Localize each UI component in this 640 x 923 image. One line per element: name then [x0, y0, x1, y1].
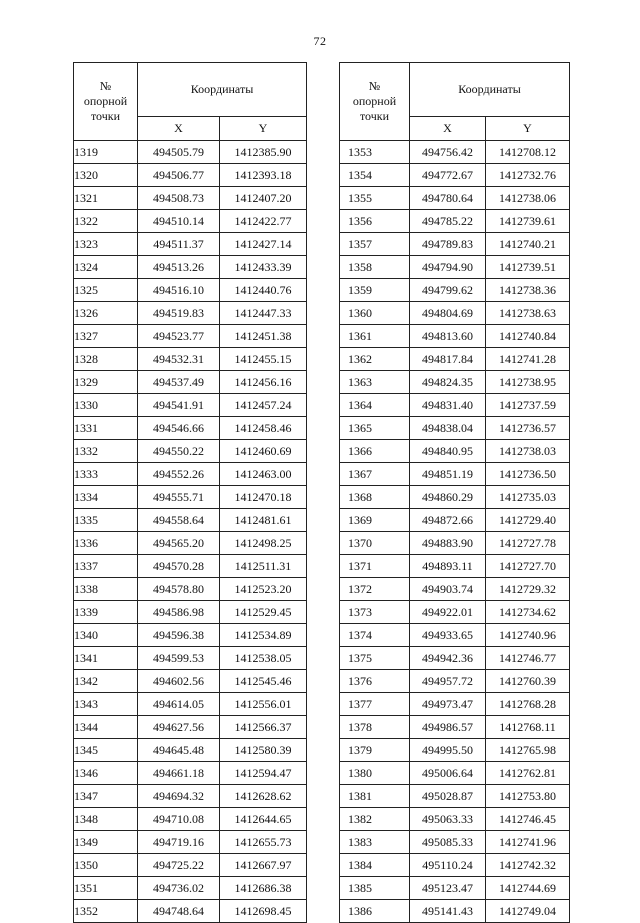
table-row [340, 256, 570, 279]
point-number-cell: 1375 [340, 647, 410, 670]
y-coordinate-cell: 1412708.12 [486, 141, 570, 164]
y-coordinate-cell: 1412746.45 [486, 808, 570, 831]
x-coordinate-cell: 494756.42 [410, 141, 486, 164]
point-number-cell: 1355 [340, 187, 410, 210]
table-row [74, 716, 307, 739]
y-coordinate-cell: 1412538.05 [220, 647, 307, 670]
point-number-cell: 1337 [74, 555, 138, 578]
y-coordinate-cell: 1412523.20 [220, 578, 307, 601]
y-coordinate-cell: 1412393.18 [220, 164, 307, 187]
point-number-header-line3: точки [359, 109, 390, 123]
y-coordinate-cell: 1412762.81 [486, 762, 570, 785]
table-row [74, 509, 307, 532]
point-number-header [74, 63, 138, 141]
y-coordinate-cell: 1412738.36 [486, 279, 570, 302]
y-coordinate-cell: 1412727.78 [486, 532, 570, 555]
x-coordinate-cell: 494851.19 [410, 463, 486, 486]
point-number-cell: 1332 [74, 440, 138, 463]
x-coordinate-cell: 494586.98 [138, 601, 220, 624]
x-coordinate-cell: 495123.47 [410, 877, 486, 900]
x-coordinate-cell: 494694.32 [138, 785, 220, 808]
point-number-header-line1: № [368, 79, 381, 93]
point-number-cell: 1350 [74, 854, 138, 877]
y-coordinate-cell: 1412737.59 [486, 394, 570, 417]
y-coordinate-cell: 1412753.80 [486, 785, 570, 808]
x-coordinate-cell: 494599.53 [138, 647, 220, 670]
x-coordinate-cell: 494570.28 [138, 555, 220, 578]
x-coordinate-cell: 494957.72 [410, 670, 486, 693]
x-coordinate-cell: 494893.11 [410, 555, 486, 578]
table-row [340, 739, 570, 762]
table-row [340, 578, 570, 601]
point-number-cell: 1379 [340, 739, 410, 762]
point-number-cell: 1371 [340, 555, 410, 578]
point-number-header-line2: опорной [352, 94, 397, 108]
point-number-cell: 1378 [340, 716, 410, 739]
table-row [340, 325, 570, 348]
x-coordinate-cell: 494506.77 [138, 164, 220, 187]
y-coordinate-cell: 1412742.32 [486, 854, 570, 877]
point-number-cell: 1372 [340, 578, 410, 601]
table-row [340, 417, 570, 440]
table-row [74, 739, 307, 762]
x-coordinate-cell: 494555.71 [138, 486, 220, 509]
table-row [74, 647, 307, 670]
table-row [340, 601, 570, 624]
x-coordinate-cell: 495141.43 [410, 900, 486, 923]
table-row [340, 141, 570, 164]
x-coordinate-cell: 494558.64 [138, 509, 220, 532]
point-number-cell: 1361 [340, 325, 410, 348]
x-coordinate-cell: 494831.40 [410, 394, 486, 417]
table-row [74, 808, 307, 831]
x-coordinate-cell: 494523.77 [138, 325, 220, 348]
x-coordinate-cell: 494546.66 [138, 417, 220, 440]
x-coordinate-cell: 494748.64 [138, 900, 220, 923]
table-row [74, 417, 307, 440]
point-number-cell: 1370 [340, 532, 410, 555]
y-coordinate-cell: 1412545.46 [220, 670, 307, 693]
point-number-cell: 1357 [340, 233, 410, 256]
right-table-body [340, 141, 570, 923]
x-coordinate-cell: 494541.91 [138, 394, 220, 417]
point-number-cell: 1327 [74, 325, 138, 348]
point-number-cell: 1325 [74, 279, 138, 302]
table-row [74, 670, 307, 693]
point-number-cell: 1339 [74, 601, 138, 624]
y-coordinate-cell: 1412385.90 [220, 141, 307, 164]
table-row [74, 854, 307, 877]
point-number-cell: 1319 [74, 141, 138, 164]
x-coordinate-cell: 494813.60 [410, 325, 486, 348]
point-number-cell: 1380 [340, 762, 410, 785]
table-row [340, 693, 570, 716]
point-number-cell: 1354 [340, 164, 410, 187]
point-number-cell: 1321 [74, 187, 138, 210]
point-number-cell: 1335 [74, 509, 138, 532]
point-number-cell: 1322 [74, 210, 138, 233]
y-coordinate-cell: 1412738.95 [486, 371, 570, 394]
table-row [340, 164, 570, 187]
left-table-body [74, 141, 307, 923]
x-coordinate-cell: 494532.31 [138, 348, 220, 371]
y-coordinate-cell: 1412456.16 [220, 371, 307, 394]
point-number-cell: 1381 [340, 785, 410, 808]
x-coordinate-cell: 494973.47 [410, 693, 486, 716]
coordinates-header: Координаты [410, 63, 570, 117]
x-coordinate-cell: 494838.04 [410, 417, 486, 440]
point-number-cell: 1341 [74, 647, 138, 670]
x-coordinate-cell: 494516.10 [138, 279, 220, 302]
point-number-cell: 1385 [340, 877, 410, 900]
x-coordinate-cell: 494508.73 [138, 187, 220, 210]
table-row [74, 578, 307, 601]
table-row [74, 831, 307, 854]
table-row [340, 279, 570, 302]
y-coordinate-cell: 1412736.50 [486, 463, 570, 486]
point-number-cell: 1328 [74, 348, 138, 371]
y-coordinate-cell: 1412407.20 [220, 187, 307, 210]
point-number-cell: 1356 [340, 210, 410, 233]
table-row [74, 325, 307, 348]
y-coordinate-cell: 1412594.47 [220, 762, 307, 785]
x-header: X [410, 117, 486, 141]
table-row [340, 877, 570, 900]
x-coordinate-cell: 494511.37 [138, 233, 220, 256]
table-row [340, 854, 570, 877]
y-coordinate-cell: 1412644.65 [220, 808, 307, 831]
y-coordinate-cell: 1412740.21 [486, 233, 570, 256]
y-coordinate-cell: 1412749.04 [486, 900, 570, 923]
coordinates-table-left [73, 62, 307, 923]
table-row [74, 440, 307, 463]
x-coordinate-cell: 494627.56 [138, 716, 220, 739]
y-coordinate-cell: 1412698.45 [220, 900, 307, 923]
point-number-cell: 1364 [340, 394, 410, 417]
x-coordinate-cell: 494860.29 [410, 486, 486, 509]
y-coordinate-cell: 1412463.00 [220, 463, 307, 486]
table-row [340, 716, 570, 739]
point-number-cell: 1342 [74, 670, 138, 693]
table-row [340, 348, 570, 371]
y-coordinate-cell: 1412740.84 [486, 325, 570, 348]
point-number-cell: 1353 [340, 141, 410, 164]
y-coordinate-cell: 1412741.28 [486, 348, 570, 371]
table-row [74, 279, 307, 302]
point-number-cell: 1358 [340, 256, 410, 279]
y-coordinate-cell: 1412732.76 [486, 164, 570, 187]
x-coordinate-cell: 494614.05 [138, 693, 220, 716]
table-row [340, 785, 570, 808]
y-coordinate-cell: 1412760.39 [486, 670, 570, 693]
x-coordinate-cell: 494772.67 [410, 164, 486, 187]
point-number-cell: 1340 [74, 624, 138, 647]
y-coordinate-cell: 1412667.97 [220, 854, 307, 877]
table-row [340, 486, 570, 509]
point-number-cell: 1349 [74, 831, 138, 854]
x-coordinate-cell: 494578.80 [138, 578, 220, 601]
x-coordinate-cell: 494596.38 [138, 624, 220, 647]
point-number-cell: 1386 [340, 900, 410, 923]
point-number-cell: 1377 [340, 693, 410, 716]
table-row [340, 233, 570, 256]
coordinates-header: Координаты [138, 63, 307, 117]
point-number-cell: 1376 [340, 670, 410, 693]
point-number-cell: 1334 [74, 486, 138, 509]
table-row [74, 463, 307, 486]
x-coordinate-cell: 494645.48 [138, 739, 220, 762]
x-coordinate-cell: 494799.62 [410, 279, 486, 302]
x-coordinate-cell: 494872.66 [410, 509, 486, 532]
point-number-cell: 1336 [74, 532, 138, 555]
table-row [340, 670, 570, 693]
point-number-cell: 1369 [340, 509, 410, 532]
table-row [74, 210, 307, 233]
x-coordinate-cell: 495063.33 [410, 808, 486, 831]
y-coordinate-cell: 1412566.37 [220, 716, 307, 739]
x-coordinate-cell: 494719.16 [138, 831, 220, 854]
page-number: 72 [313, 34, 327, 48]
table-row [340, 371, 570, 394]
point-number-cell: 1324 [74, 256, 138, 279]
table-row [74, 900, 307, 923]
y-coordinate-cell: 1412686.38 [220, 877, 307, 900]
x-coordinate-cell: 495110.24 [410, 854, 486, 877]
table-row [340, 394, 570, 417]
table-row [74, 877, 307, 900]
point-number-cell: 1343 [74, 693, 138, 716]
y-coordinate-cell: 1412447.33 [220, 302, 307, 325]
point-number-cell: 1331 [74, 417, 138, 440]
point-number-cell: 1351 [74, 877, 138, 900]
x-coordinate-cell: 494565.20 [138, 532, 220, 555]
table-row [340, 624, 570, 647]
y-coordinate-cell: 1412451.38 [220, 325, 307, 348]
point-number-cell: 1345 [74, 739, 138, 762]
point-number-header-line2: опорной [83, 94, 128, 108]
table-row [74, 371, 307, 394]
y-coordinate-cell: 1412433.39 [220, 256, 307, 279]
point-number-cell: 1323 [74, 233, 138, 256]
point-number-header-line3: точки [90, 109, 121, 123]
y-coordinate-cell: 1412735.03 [486, 486, 570, 509]
table-row [74, 532, 307, 555]
table-row [340, 532, 570, 555]
table-row [74, 348, 307, 371]
point-number-cell: 1384 [340, 854, 410, 877]
point-number-header-line1: № [99, 79, 112, 93]
x-coordinate-cell: 494824.35 [410, 371, 486, 394]
point-number-cell: 1326 [74, 302, 138, 325]
y-coordinate-cell: 1412734.62 [486, 601, 570, 624]
table-row [340, 762, 570, 785]
x-coordinate-cell: 494550.22 [138, 440, 220, 463]
point-number-cell: 1347 [74, 785, 138, 808]
point-number-cell: 1346 [74, 762, 138, 785]
point-number-cell: 1359 [340, 279, 410, 302]
y-coordinate-cell: 1412427.14 [220, 233, 307, 256]
table-row [340, 210, 570, 233]
table-row [74, 762, 307, 785]
point-number-cell: 1329 [74, 371, 138, 394]
y-coordinate-cell: 1412738.63 [486, 302, 570, 325]
x-coordinate-cell: 494736.02 [138, 877, 220, 900]
y-coordinate-cell: 1412740.96 [486, 624, 570, 647]
point-number-cell: 1352 [74, 900, 138, 923]
x-coordinate-cell: 494789.83 [410, 233, 486, 256]
point-number-cell: 1383 [340, 831, 410, 854]
y-coordinate-cell: 1412744.69 [486, 877, 570, 900]
point-number-cell: 1374 [340, 624, 410, 647]
table-row [74, 486, 307, 509]
point-number-cell: 1365 [340, 417, 410, 440]
y-header: Y [220, 117, 307, 141]
table-row [74, 394, 307, 417]
table-row [74, 624, 307, 647]
x-coordinate-cell: 494883.90 [410, 532, 486, 555]
point-number-cell: 1363 [340, 371, 410, 394]
y-coordinate-cell: 1412729.40 [486, 509, 570, 532]
x-coordinate-cell: 494537.49 [138, 371, 220, 394]
x-coordinate-cell: 494780.64 [410, 187, 486, 210]
y-coordinate-cell: 1412458.46 [220, 417, 307, 440]
x-coordinate-cell: 495028.87 [410, 785, 486, 808]
x-coordinate-cell: 494804.69 [410, 302, 486, 325]
y-coordinate-cell: 1412511.31 [220, 555, 307, 578]
table-row [74, 601, 307, 624]
table-row [340, 440, 570, 463]
x-coordinate-cell: 494552.26 [138, 463, 220, 486]
x-coordinate-cell: 494903.74 [410, 578, 486, 601]
y-coordinate-cell: 1412768.11 [486, 716, 570, 739]
point-number-header [340, 63, 410, 141]
y-coordinate-cell: 1412768.28 [486, 693, 570, 716]
y-coordinate-cell: 1412529.45 [220, 601, 307, 624]
point-number-cell: 1348 [74, 808, 138, 831]
x-coordinate-cell: 494725.22 [138, 854, 220, 877]
x-coordinate-cell: 494922.01 [410, 601, 486, 624]
y-coordinate-cell: 1412729.32 [486, 578, 570, 601]
y-coordinate-cell: 1412498.25 [220, 532, 307, 555]
point-number-cell: 1330 [74, 394, 138, 417]
y-coordinate-cell: 1412440.76 [220, 279, 307, 302]
x-coordinate-cell: 494794.90 [410, 256, 486, 279]
y-coordinate-cell: 1412457.24 [220, 394, 307, 417]
table-row [340, 463, 570, 486]
y-coordinate-cell: 1412738.06 [486, 187, 570, 210]
point-number-cell: 1344 [74, 716, 138, 739]
table-row [74, 785, 307, 808]
point-number-cell: 1367 [340, 463, 410, 486]
table-row [340, 831, 570, 854]
table-row [74, 256, 307, 279]
table-row [74, 693, 307, 716]
x-coordinate-cell: 494785.22 [410, 210, 486, 233]
table-row [340, 187, 570, 210]
x-coordinate-cell: 495006.64 [410, 762, 486, 785]
y-coordinate-cell: 1412481.61 [220, 509, 307, 532]
y-coordinate-cell: 1412739.51 [486, 256, 570, 279]
y-coordinate-cell: 1412455.15 [220, 348, 307, 371]
table-row [74, 302, 307, 325]
table-row [74, 164, 307, 187]
point-number-cell: 1362 [340, 348, 410, 371]
table-row [74, 187, 307, 210]
point-number-cell: 1320 [74, 164, 138, 187]
x-coordinate-cell: 494995.50 [410, 739, 486, 762]
x-coordinate-cell: 494986.57 [410, 716, 486, 739]
table-row [340, 808, 570, 831]
point-number-cell: 1360 [340, 302, 410, 325]
x-coordinate-cell: 494505.79 [138, 141, 220, 164]
table-row [340, 509, 570, 532]
y-header: Y [486, 117, 570, 141]
table-row [74, 141, 307, 164]
y-coordinate-cell: 1412470.18 [220, 486, 307, 509]
table-row [340, 555, 570, 578]
point-number-cell: 1382 [340, 808, 410, 831]
x-header: X [138, 117, 220, 141]
y-coordinate-cell: 1412746.77 [486, 647, 570, 670]
point-number-cell: 1373 [340, 601, 410, 624]
x-coordinate-cell: 494840.95 [410, 440, 486, 463]
table-row [74, 555, 307, 578]
y-coordinate-cell: 1412534.89 [220, 624, 307, 647]
y-coordinate-cell: 1412738.03 [486, 440, 570, 463]
y-coordinate-cell: 1412727.70 [486, 555, 570, 578]
y-coordinate-cell: 1412741.96 [486, 831, 570, 854]
x-coordinate-cell: 494942.36 [410, 647, 486, 670]
point-number-cell: 1333 [74, 463, 138, 486]
y-coordinate-cell: 1412739.61 [486, 210, 570, 233]
x-coordinate-cell: 494661.18 [138, 762, 220, 785]
x-coordinate-cell: 495085.33 [410, 831, 486, 854]
coordinates-table-right [339, 62, 570, 923]
table-row [340, 302, 570, 325]
point-number-cell: 1338 [74, 578, 138, 601]
point-number-cell: 1368 [340, 486, 410, 509]
table-row [340, 647, 570, 670]
x-coordinate-cell: 494519.83 [138, 302, 220, 325]
x-coordinate-cell: 494602.56 [138, 670, 220, 693]
y-coordinate-cell: 1412460.69 [220, 440, 307, 463]
point-number-cell: 1366 [340, 440, 410, 463]
y-coordinate-cell: 1412765.98 [486, 739, 570, 762]
table-row [340, 900, 570, 923]
y-coordinate-cell: 1412736.57 [486, 417, 570, 440]
x-coordinate-cell: 494933.65 [410, 624, 486, 647]
x-coordinate-cell: 494513.26 [138, 256, 220, 279]
y-coordinate-cell: 1412580.39 [220, 739, 307, 762]
table-row [74, 233, 307, 256]
y-coordinate-cell: 1412655.73 [220, 831, 307, 854]
y-coordinate-cell: 1412422.77 [220, 210, 307, 233]
x-coordinate-cell: 494710.08 [138, 808, 220, 831]
x-coordinate-cell: 494510.14 [138, 210, 220, 233]
x-coordinate-cell: 494817.84 [410, 348, 486, 371]
y-coordinate-cell: 1412628.62 [220, 785, 307, 808]
y-coordinate-cell: 1412556.01 [220, 693, 307, 716]
